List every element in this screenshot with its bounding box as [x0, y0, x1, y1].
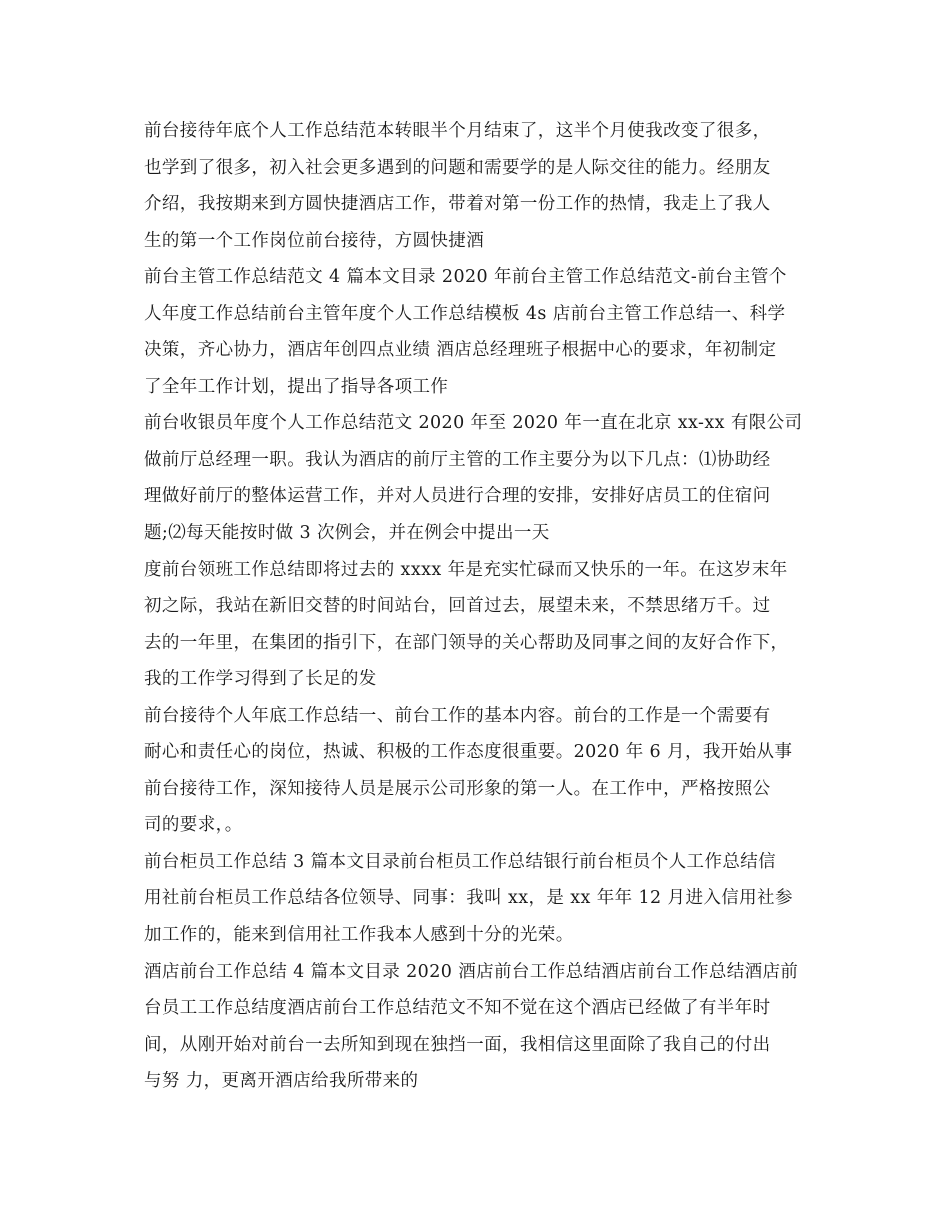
- document-body: [144, 113, 824, 1100]
- text-line: 人年度工作总结前台主管年度个人工作总结模板 4s 店前台主管工作总结一、科学: [144, 303, 786, 324]
- text-line: 台员工工作总结度酒店前台工作总结范文不知不觉在这个酒店已经做了有半年时: [144, 998, 771, 1019]
- text-line: 决策，齐心协力，酒店年创四点业绩 酒店总经理班子根据中心的要求，年初制定: [144, 340, 777, 361]
- text-line: 前台接待个人年底工作总结一、前台工作的基本内容。前台的工作是一个需要有: [144, 705, 771, 726]
- text-line: 做前厅总经理一职。我认为酒店的前厅主管的工作主要分为以下几点：⑴协助经: [144, 449, 771, 470]
- text-line: 司的要求，。: [144, 815, 243, 836]
- text-line: 去的一年里，在集团的指引下，在部门领导的关心帮助及同事之间的友好合作下，: [144, 632, 789, 653]
- text-line: 前台接待年底个人工作总结范本转眼半个月结束了，这半个月使我改变了很多，: [144, 121, 771, 141]
- text-line: 初之际，我站在新旧交替的时间站台，回首过去，展望未来，不禁思绪万千。过: [144, 596, 771, 617]
- text-line: 间，从刚开始对前台一去所知到现在独挡一面，我相信这里面除了我自己的付出: [144, 1034, 771, 1055]
- text-line: 加工作的，能来到信用社工作我本人感到十分的光荣。: [144, 925, 574, 946]
- text-line: 前台收银员年度个人工作总结范文 2020 年至 2020 年一直在北京 xx-xx 有限公司: [144, 413, 803, 434]
- text-line: 题;⑵每天能按时做 3 次例会，并在例会中提出一天: [144, 523, 550, 544]
- text-line: 度前台领班工作总结即将过去的 xxxx 年是充实忙碌而又快乐的一年。在这岁末年: [144, 559, 788, 580]
- text-line: 前台柜员工作总结 3 篇本文目录前台柜员工作总结银行前台柜员个人工作总结信: [144, 851, 777, 872]
- text-line: 前台主管工作总结范文 4 篇本文目录 2020 年前台主管工作总结范文-前台主管个: [144, 267, 787, 288]
- text-line: 酒店前台工作总结 4 篇本文目录 2020 酒店前台工作总结酒店前台工作总结酒店前: [144, 961, 799, 982]
- text-line: 我的工作学习得到了长足的发: [144, 669, 377, 690]
- text-line: 理做好前厅的整体运营工作，并对人员进行合理的安排，安排好店员工的住宿问: [144, 486, 771, 507]
- text-line: 生的第一个工作岗位前台接待，方圆快捷酒: [144, 230, 485, 251]
- text-line: 前台接待工作，深知接待人员是展示公司形象的第一人。在工作中，严格按照公: [144, 778, 771, 799]
- text-line: 耐心和责任心的岗位，热诚、积极的工作态度很重要。2020 年 6 月，我开始从事: [144, 742, 793, 763]
- text-line: 介绍，我按期来到方圆快捷酒店工作，带着对第一份工作的热情，我走上了我人: [144, 194, 771, 215]
- text-line: 了全年工作计划，提出了指导各项工作: [144, 376, 449, 397]
- text-line: 与努 力，更离开酒店给我所带来的: [144, 1071, 419, 1092]
- text-line: 用社前台柜员工作总结各位领导、同事：我叫 xx，是 xx 年年 12 月进入信用社参: [144, 888, 793, 909]
- text-line: 也学到了很多，初入社会更多遇到的问题和需要学的是人际交往的能力。经朋友: [144, 157, 771, 178]
